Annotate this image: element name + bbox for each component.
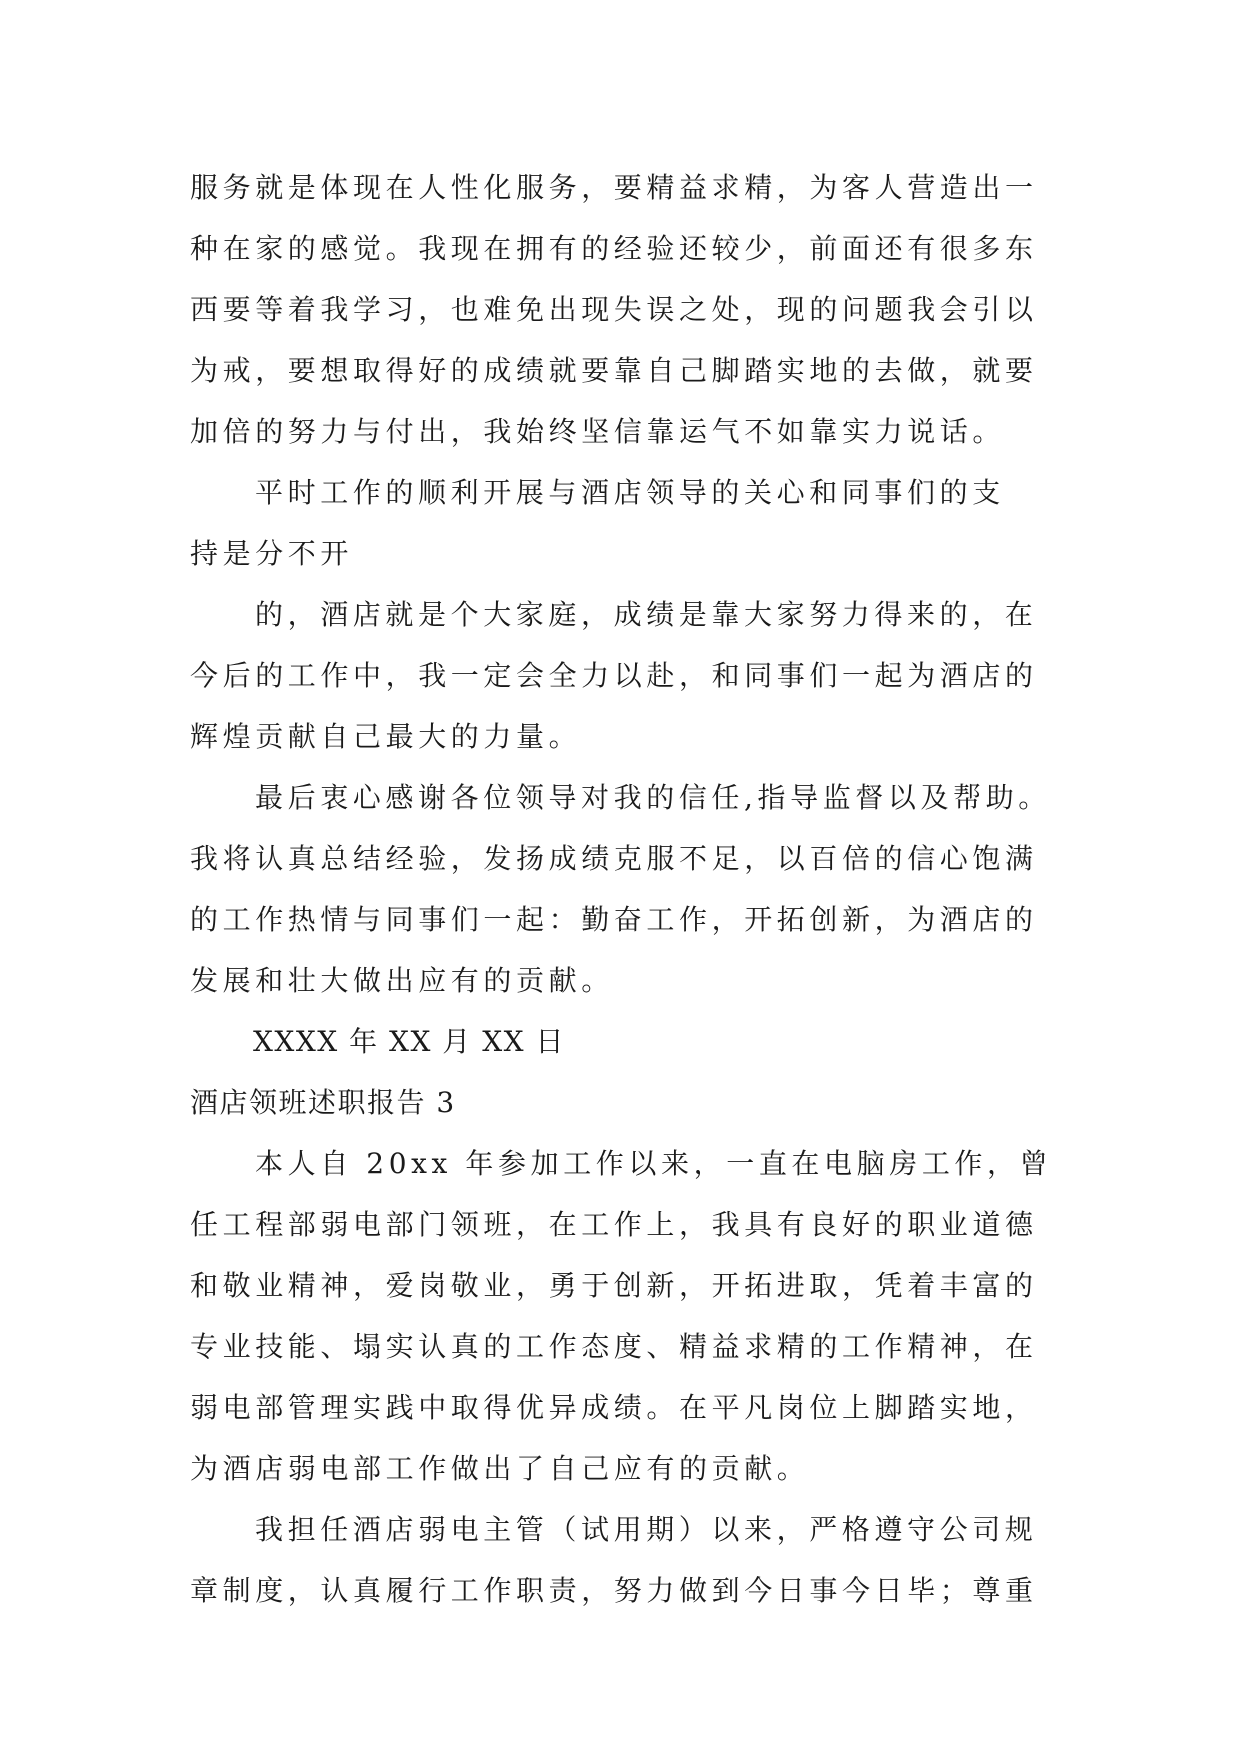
section-heading: 酒店领班述职报告 3 — [190, 1086, 456, 1119]
paragraph-start-line: 我担任酒店弱电主管（试用期）以来，严格遵守公司规 — [255, 1513, 1038, 1546]
text-line: 持是分不开 — [190, 537, 354, 570]
paragraph-start-line: 的，酒店就是个大家庭，成绩是靠大家努力得来的，在 — [255, 598, 1038, 631]
text-line: 章制度，认真履行工作职责，努力做到今日事今日毕；尊重 — [190, 1574, 1038, 1607]
text-line: 辉煌贡献自己最大的力量。 — [190, 720, 582, 753]
text-line: 服务就是体现在人性化服务，要精益求精，为客人营造出一 — [190, 171, 1038, 204]
text-line: 加倍的努力与付出，我始终坚信靠运气不如靠实力说话。 — [190, 415, 1006, 448]
text-line: 西要等着我学习，也难免出现失误之处，现的问题我会引以 — [190, 293, 1038, 326]
text-line: 专业技能、塌实认真的工作态度、精益求精的工作精神，在 — [190, 1330, 1038, 1363]
text-line: 为酒店弱电部工作做出了自己应有的贡献。 — [190, 1452, 810, 1485]
text-line: 弱电部管理实践中取得优异成绩。在平凡岗位上脚踏实地， — [190, 1391, 1038, 1424]
text-line: 种在家的感觉。我现在拥有的经验还较少，前面还有很多东 — [190, 232, 1038, 265]
paragraph-start-line: 最后衷心感谢各位领导对我的信任,指导监督以及帮助。 — [255, 781, 1051, 814]
text-line: 任工程部弱电部门领班，在工作上，我具有良好的职业道德 — [190, 1208, 1038, 1241]
document-body — [190, 157, 1052, 1621]
text-line: 为戒，要想取得好的成绩就要靠自己脚踏实地的去做，就要 — [190, 354, 1038, 387]
text-line: 的工作热情与同事们一起：勤奋工作，开拓创新，为酒店的 — [190, 903, 1038, 936]
text-line: 发展和壮大做出应有的贡献。 — [190, 964, 614, 997]
date-line: XXXX 年 XX 月 XX 日 — [253, 1025, 565, 1058]
text-line: 今后的工作中，我一定会全力以赴，和同事们一起为酒店的 — [190, 659, 1038, 692]
paragraph-start-line: 本人自 20xx 年参加工作以来，一直在电脑房工作，曾 — [255, 1147, 1053, 1180]
paragraph-start-line: 平时工作的顺利开展与酒店领导的关心和同事们的支 — [255, 476, 1005, 509]
text-line: 和敬业精神，爱岗敬业，勇于创新，开拓进取，凭着丰富的 — [190, 1269, 1038, 1302]
text-line: 我将认真总结经验，发扬成绩克服不足，以百倍的信心饱满 — [190, 842, 1038, 875]
